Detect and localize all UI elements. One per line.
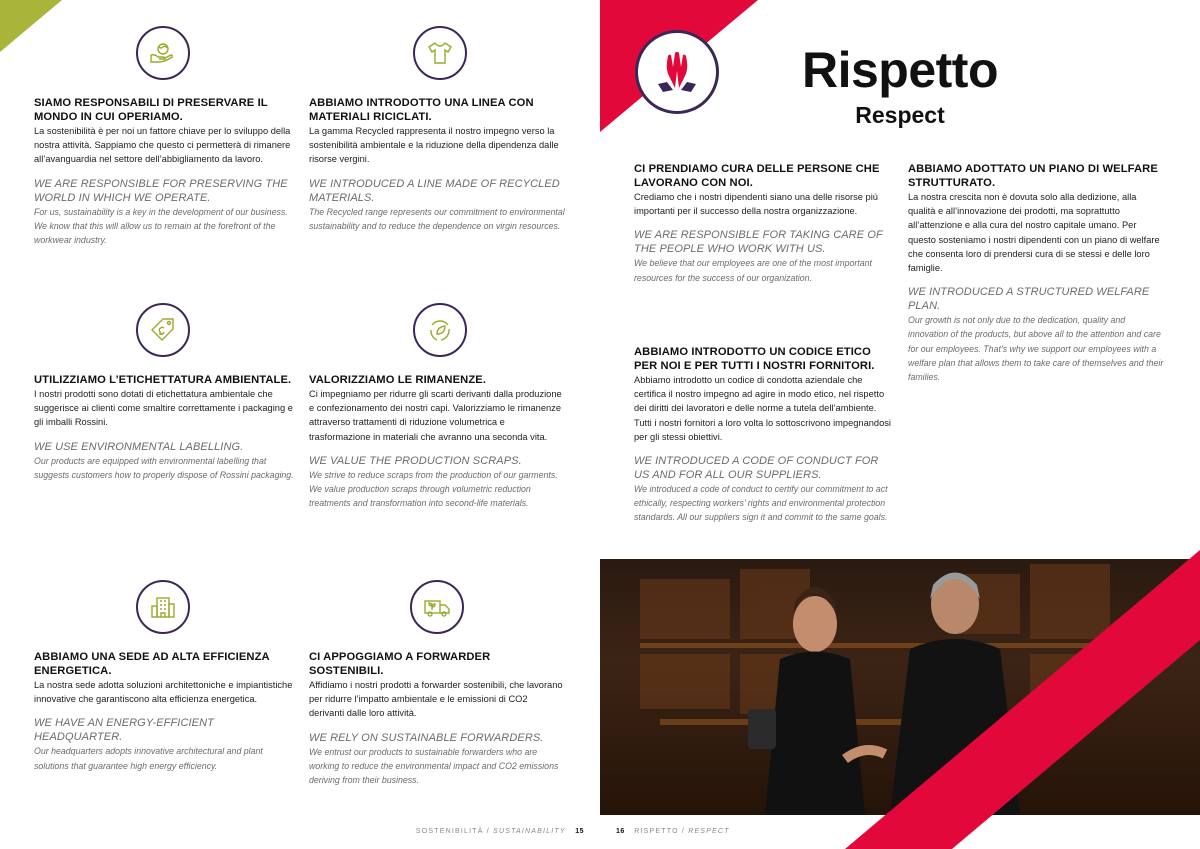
block-energy-efficient-hq	[34, 650, 296, 773]
block-production-scraps	[309, 373, 565, 510]
block-environmental-labelling	[34, 373, 296, 482]
green-building-icon	[136, 580, 190, 634]
block-text-en: Our headquarters adopts innovative architectural and plant solutions that guarantee high energy efficiency.	[34, 746, 263, 771]
block-text-en: For us, sustainability is a key in the development of our business. We know that this will allow us to remain at the forefront of the workwear industry.	[34, 206, 288, 246]
block-code-of-conduct	[634, 345, 896, 525]
block-welfare-plan	[908, 162, 1164, 384]
block-text-it: I nostri prodotti sono dotati di etichettatura ambientale che suggerisce ai clienti come smaltire correttamente i packaging e gli imballi Rossini.	[34, 389, 293, 428]
block-text-it: La nostra crescita non è dovuta solo alla dedizione, alla qualità e all’innovazione dei prodotti, ma soprattutto all’attenzione e alla cura del nostro capitale umano. Per questo sosteniamo i nostri dipendenti con un piano di welfare che consenta loro di prendersi cura di se stessi e delle loro famiglie.	[908, 192, 1160, 274]
page-number: 15	[575, 828, 584, 835]
footer-separator: /	[681, 828, 686, 835]
block-title-en: WE ARE RESPONSIBLE FOR PRESERVING THE WORLD IN WHICH WE OPERATE.	[34, 177, 288, 204]
block-responsibility	[34, 96, 296, 247]
block-title-it: SIAMO RESPONSABILI DI PRESERVARE IL MONDO IN CUI OPERIAMO.	[34, 97, 268, 123]
footer-section-it: RISPETTO	[634, 828, 679, 835]
block-text-en: We introduced a code of conduct to certify our commitment to act ethically, respecting workers’ rights and environmental protection standards. All our suppliers sign it and commit to the same goals.	[634, 484, 888, 523]
block-title-it: UTILIZZIAMO L’ETICHETTATURA AMBIENTALE.	[34, 374, 292, 386]
page-subtitle: Respect	[855, 102, 945, 128]
block-text-it: Abbiamo introdotto un codice di condotta aziendale che certifica il nostro impegno ad agire in modo etico, nel rispetto dei diritti dei lavoratori e delle norme a tutela dell’ambiente. Tutti i nostri fornitori a loro volta lo sottoscrivono impegnandosi per gli stessi obiettivi.	[634, 375, 891, 442]
block-text-en: Our growth is not only due to the dedication, quality and innovation of the products, but above all to the attention and care for our employees. That’s why we support our employees with a welfare plan that allows them to take care of themselves and their families.	[908, 315, 1164, 383]
respect-hands-icon	[635, 30, 719, 114]
hands-globe-icon	[136, 26, 190, 80]
block-text-en: We believe that our employees are one of the most important resources for the success of our organization.	[634, 258, 872, 283]
block-title-en: WE USE ENVIRONMENTAL LABELLING.	[34, 440, 244, 453]
block-title-it: ABBIAMO ADOTTATO UN PIANO DI WELFARE STRUTTURATO.	[908, 163, 1158, 189]
block-text-en: We strive to reduce scraps from the production of our garments. We value production scraps through volumetric reduction treatments and transformation into second-life materials.	[309, 469, 558, 509]
block-title-en: WE INTRODUCED A STRUCTURED WELFARE PLAN.	[908, 286, 1150, 313]
footer-section-it: SOSTENIBILITÀ	[415, 828, 484, 835]
eco-label-icon	[136, 303, 190, 357]
eco-truck-icon	[410, 580, 464, 634]
block-title-en: WE RELY ON SUSTAINABLE FORWARDERS.	[309, 731, 544, 744]
block-title-en: WE VALUE THE PRODUCTION SCRAPS.	[309, 454, 522, 467]
right-page	[600, 0, 1200, 849]
block-text-en: Our products are equipped with environmental labelling that suggests customers how to properly dispose of Rossini packaging.	[34, 455, 294, 480]
tshirt-icon	[413, 26, 467, 80]
block-text-it: Affidiamo i nostri prodotti a forwarder sostenibili, che lavorano per ridurre l’impatto ambientale e le emissioni di CO2 derivanti dalle loro attività.	[309, 680, 563, 719]
block-title-it: CI APPOGGIAMO A FORWARDER SOSTENIBILI.	[309, 651, 491, 677]
block-title-it: ABBIAMO INTRODOTTO UN CODICE ETICO PER NOI E PER TUTTI I NOSTRI FORNITORI.	[634, 346, 875, 372]
block-title-it: CI PRENDIAMO CURA DELLE PERSONE CHE LAVORANO CON NOI.	[634, 163, 880, 189]
page-title: Rispetto	[802, 42, 998, 98]
block-title-en: WE ARE RESPONSIBLE FOR TAKING CARE OF THE PEOPLE WHO WORK WITH US.	[634, 229, 883, 256]
olive-corner-accent	[0, 0, 62, 52]
block-title-it: VALORIZZIAMO LE RIMANENZE.	[309, 374, 487, 386]
block-care-for-people	[634, 162, 896, 285]
block-title-en: WE INTRODUCED A CODE OF CONDUCT FOR US AND FOR ALL OUR SUPPLIERS.	[634, 455, 879, 482]
block-text-en: We entrust our products to sustainable forwarders who are working to reduce the environmental impact and CO2 emissions deriving from their business.	[309, 746, 559, 786]
block-recycled-line	[309, 96, 565, 233]
footer-separator: /	[486, 828, 490, 835]
block-title-en: WE HAVE AN ENERGY-EFFICIENT HEADQUARTER.	[34, 717, 214, 744]
block-title-it: ABBIAMO UNA SEDE AD ALTA EFFICIENZA ENERGETICA.	[34, 651, 270, 677]
footer-section-en: SUSTAINABILITY	[493, 828, 566, 835]
block-title-it: ABBIAMO INTRODOTTO UNA LINEA CON MATERIALI RICICLATI.	[309, 97, 534, 123]
block-title-en: WE INTRODUCED A LINE MADE OF RECYCLED MATERIALS.	[309, 177, 560, 204]
block-sustainable-forwarders	[309, 650, 565, 787]
page-footer-left	[416, 828, 584, 835]
block-text-it: La nostra sede adotta soluzioni architettoniche e impiantistiche innovative che garantiscono alta efficienza energetica.	[34, 680, 293, 705]
page-number: 16	[616, 828, 625, 835]
block-text-it: La sostenibilità è per noi un fattore chiave per lo sviluppo della nostra attività. Sappiamo che questo ci permetterà di rimanere all’avanguardia nel settore dell’abbigliamento da lavoro.	[34, 126, 291, 165]
block-text-en: The Recycled range represents our commitment to environmental sustainability and to reduce the dependence on virgin resources.	[309, 206, 565, 231]
block-text-it: La gamma Recycled rappresenta il nostro impegno verso la sostenibilità ambientale e la riduzione della dipendenza dalle risorse vergini.	[309, 126, 559, 165]
page-footer-right	[616, 828, 730, 835]
footer-section-en: RESPECT	[688, 828, 730, 835]
recycle-leaf-icon	[413, 303, 467, 357]
block-text-it: Crediamo che i nostri dipendenti siano una delle risorse più importanti per il successo della nostra organizzazione.	[634, 192, 878, 217]
block-text-it: Ci impegniamo per ridurre gli scarti derivanti dalla produzione e confezionamento dei nostri capi. Valorizziamo le rimanenze attraverso trattamenti di riduzione volumetrica e trasformazione in materiali che avranno una seconda vita.	[309, 389, 562, 442]
warehouse-workers-photo	[600, 559, 1200, 815]
